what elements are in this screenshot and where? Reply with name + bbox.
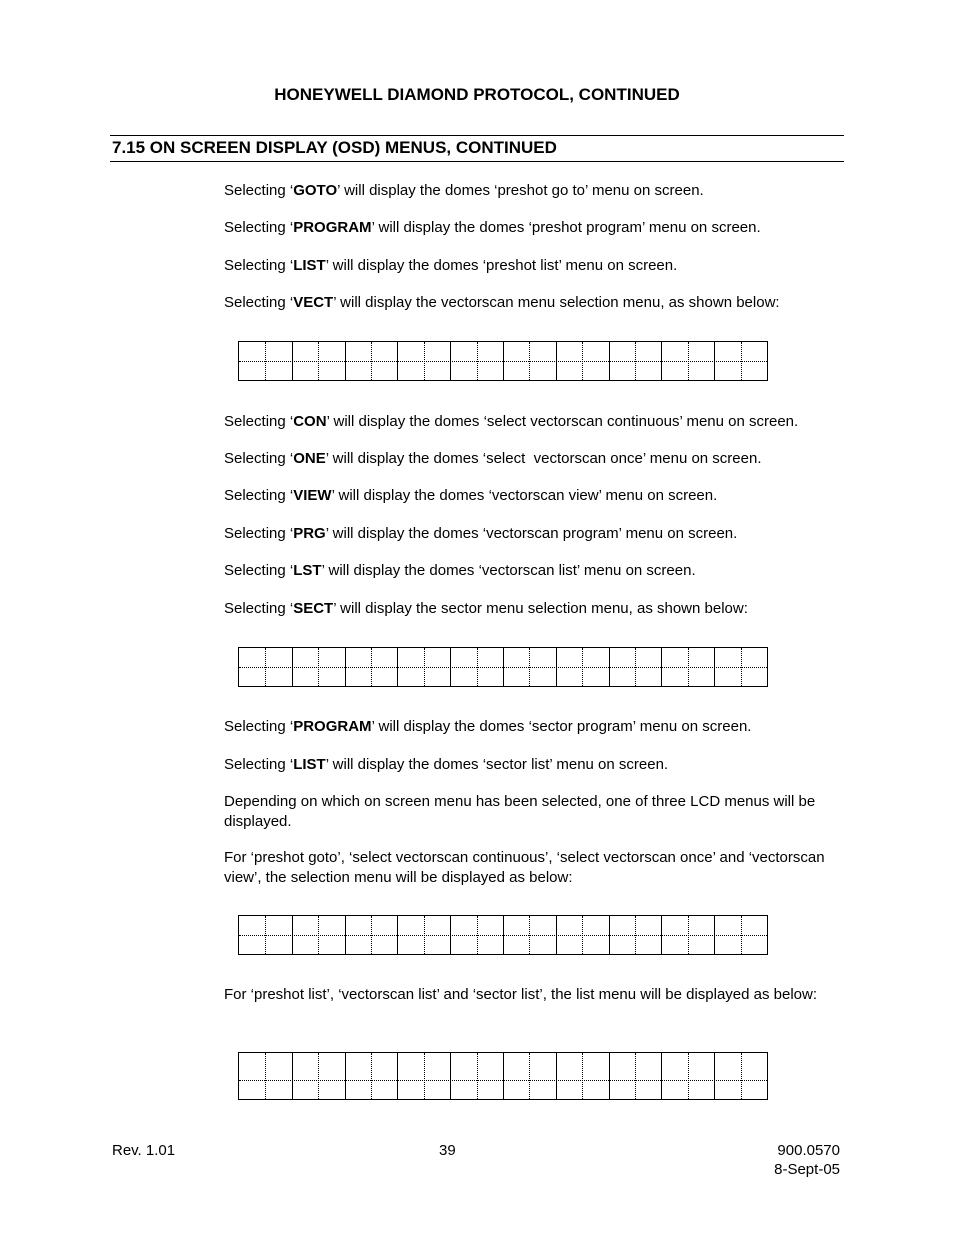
lcd-cell-divider bbox=[318, 648, 319, 686]
paragraph-text: ’ will display the domes ‘vectorscan view’ menu on screen. bbox=[331, 487, 718, 504]
footer-doc-number: 900.0570 bbox=[777, 1142, 840, 1159]
lcd-cell-divider bbox=[450, 342, 451, 380]
lcd-cell-divider bbox=[292, 648, 293, 686]
paragraph-text: Selecting ‘ bbox=[224, 718, 294, 735]
lcd-cell-divider bbox=[741, 916, 742, 954]
paragraph-text: ’ will display the sector menu selection menu, as shown below: bbox=[333, 600, 748, 617]
lcd-cell-divider bbox=[661, 648, 662, 686]
lcd-cell-divider bbox=[318, 1053, 319, 1099]
paragraph-text: Selecting ‘ bbox=[224, 450, 294, 467]
lcd-cell-divider bbox=[265, 648, 266, 686]
lcd-cell-divider bbox=[661, 1053, 662, 1099]
lcd-cell-divider bbox=[609, 1053, 610, 1099]
lcd-cell-divider bbox=[292, 1053, 293, 1099]
paragraph-text: Selecting ‘ bbox=[224, 294, 294, 311]
lcd-cell-divider bbox=[450, 916, 451, 954]
footer-revision: Rev. 1.01 bbox=[112, 1142, 176, 1159]
lcd-cell-divider bbox=[582, 1053, 583, 1099]
lcd-cell-divider bbox=[265, 916, 266, 954]
lcd-cell-divider bbox=[345, 916, 346, 954]
menu-keyword: VECT bbox=[293, 294, 334, 311]
paragraph-sector-program bbox=[224, 717, 839, 737]
lcd-cell-divider bbox=[688, 916, 689, 954]
lcd-cell-divider bbox=[397, 648, 398, 686]
paragraph-text: Selecting ‘ bbox=[224, 487, 294, 504]
menu-keyword: LST bbox=[293, 562, 322, 579]
menu-keyword: CON bbox=[293, 413, 327, 430]
paragraph-list-menu: For ‘preshot list’, ‘vectorscan list’ and ‘sector list’, the list menu will be displayed as below: bbox=[224, 986, 818, 1003]
lcd-cell-divider bbox=[345, 1053, 346, 1099]
lcd-cell-divider bbox=[609, 342, 610, 380]
paragraph-text: Selecting ‘ bbox=[224, 219, 294, 236]
lcd-cell-divider bbox=[450, 648, 451, 686]
lcd-cell-divider bbox=[529, 1053, 530, 1099]
lcd-cell-divider bbox=[371, 1053, 372, 1099]
paragraph-text: ’ will display the domes ‘vectorscan program’ menu on screen. bbox=[325, 525, 738, 542]
lcd-cell-divider bbox=[477, 916, 478, 954]
lcd-cell-divider bbox=[450, 1053, 451, 1099]
lcd-cell-divider bbox=[714, 342, 715, 380]
lcd-cell-divider bbox=[688, 342, 689, 380]
lcd-cell-divider bbox=[345, 342, 346, 380]
lcd-cell-divider bbox=[582, 648, 583, 686]
paragraph-text: ’ will display the domes ‘select vectorscan continuous’ menu on screen. bbox=[326, 413, 799, 430]
section-rule-bottom bbox=[110, 161, 844, 162]
lcd-cell-divider bbox=[529, 648, 530, 686]
paragraph-lcd-menus: Depending on which on screen menu has been selected, one of three LCD menus will be displayed. bbox=[224, 793, 816, 830]
paragraph-text: ’ will display the domes ‘preshot go to’ menu on screen. bbox=[337, 182, 704, 199]
paragraph-text: Selecting ‘ bbox=[224, 413, 294, 430]
paragraph-text: ’ will display the domes ‘sector program’ menu on screen. bbox=[371, 718, 752, 735]
lcd-cell-divider bbox=[397, 916, 398, 954]
lcd-cell-divider bbox=[741, 1053, 742, 1099]
lcd-cell-divider bbox=[424, 342, 425, 380]
paragraph-goto bbox=[224, 181, 839, 201]
section-title: 7.15 ON SCREEN DISPLAY (OSD) MENUS, CONTINUED bbox=[112, 138, 557, 157]
paragraph-prg bbox=[224, 524, 839, 544]
paragraph-lst bbox=[224, 561, 839, 581]
lcd-cell-divider bbox=[661, 916, 662, 954]
lcd-cell-divider bbox=[292, 916, 293, 954]
lcd-display-list-menu bbox=[238, 1052, 768, 1100]
lcd-cell-divider bbox=[635, 342, 636, 380]
paragraph-text: ’ will display the domes ‘preshot list’ menu on screen. bbox=[325, 257, 678, 274]
paragraph-text: Selecting ‘ bbox=[224, 257, 294, 274]
lcd-cell-divider bbox=[318, 916, 319, 954]
paragraph-selection-menu: For ‘preshot goto’, ‘select vectorscan continuous’, ‘select vectorscan once’ and ‘vectorscan view’, the selection menu will be displayed as below: bbox=[224, 849, 825, 886]
lcd-cell-divider bbox=[503, 648, 504, 686]
paragraph-text: Selecting ‘ bbox=[224, 525, 294, 542]
paragraph-sector-list bbox=[224, 755, 839, 775]
lcd-display-sector-menu bbox=[238, 647, 768, 687]
menu-keyword: ONE bbox=[293, 450, 326, 467]
menu-keyword: LIST bbox=[293, 756, 326, 773]
paragraph-one bbox=[224, 449, 839, 469]
lcd-cell-divider bbox=[477, 648, 478, 686]
paragraph-text: Selecting ‘ bbox=[224, 600, 294, 617]
lcd-cell-divider bbox=[609, 648, 610, 686]
lcd-cell-divider bbox=[292, 342, 293, 380]
lcd-cell-divider bbox=[661, 342, 662, 380]
page-header: HONEYWELL DIAMOND PROTOCOL, CONTINUED bbox=[274, 85, 680, 104]
lcd-cell-divider bbox=[635, 916, 636, 954]
lcd-cell-divider bbox=[477, 1053, 478, 1099]
lcd-cell-divider bbox=[345, 648, 346, 686]
footer-date: 8-Sept-05 bbox=[774, 1161, 840, 1178]
menu-keyword: GOTO bbox=[293, 182, 338, 199]
lcd-cell-divider bbox=[529, 342, 530, 380]
lcd-cell-divider bbox=[371, 916, 372, 954]
paragraph-text: ’ will display the vectorscan menu selection menu, as shown below: bbox=[333, 294, 780, 311]
lcd-cell-divider bbox=[503, 342, 504, 380]
lcd-cell-divider bbox=[529, 916, 530, 954]
paragraph-text: ’ will display the domes ‘sector list’ menu on screen. bbox=[325, 756, 669, 773]
lcd-cell-divider bbox=[556, 1053, 557, 1099]
lcd-display-vectorscan-menu bbox=[238, 341, 768, 381]
lcd-cell-divider bbox=[582, 342, 583, 380]
lcd-cell-divider bbox=[503, 916, 504, 954]
lcd-cell-divider bbox=[635, 1053, 636, 1099]
lcd-cell-divider bbox=[397, 1053, 398, 1099]
lcd-cell-divider bbox=[371, 342, 372, 380]
paragraph-text: ’ will display the domes ‘preshot program’ menu on screen. bbox=[371, 219, 761, 236]
lcd-cell-divider bbox=[503, 1053, 504, 1099]
lcd-cell-divider bbox=[265, 342, 266, 380]
lcd-cell-divider bbox=[714, 1053, 715, 1099]
menu-keyword: SECT bbox=[293, 600, 334, 617]
paragraph-list bbox=[224, 256, 839, 276]
lcd-cell-divider bbox=[371, 648, 372, 686]
paragraph-vect bbox=[224, 293, 839, 313]
paragraph-view bbox=[224, 486, 839, 506]
paragraph-text: Selecting ‘ bbox=[224, 756, 294, 773]
lcd-cell-divider bbox=[477, 342, 478, 380]
lcd-cell-divider bbox=[424, 1053, 425, 1099]
menu-keyword: LIST bbox=[293, 257, 326, 274]
lcd-cell-divider bbox=[609, 916, 610, 954]
lcd-display-selection-menu bbox=[238, 915, 768, 955]
menu-keyword: VIEW bbox=[293, 487, 332, 504]
paragraph-con bbox=[224, 412, 839, 432]
lcd-cell-divider bbox=[582, 916, 583, 954]
menu-keyword: PROGRAM bbox=[293, 219, 372, 236]
paragraph-text: Selecting ‘ bbox=[224, 562, 294, 579]
paragraph-text: Selecting ‘ bbox=[224, 182, 294, 199]
menu-keyword: PROGRAM bbox=[293, 718, 372, 735]
lcd-cell-divider bbox=[714, 648, 715, 686]
lcd-cell-divider bbox=[265, 1053, 266, 1099]
lcd-cell-divider bbox=[318, 342, 319, 380]
lcd-cell-divider bbox=[424, 648, 425, 686]
lcd-cell-divider bbox=[714, 916, 715, 954]
lcd-cell-divider bbox=[556, 648, 557, 686]
lcd-cell-divider bbox=[556, 916, 557, 954]
lcd-cell-divider bbox=[688, 648, 689, 686]
lcd-cell-divider bbox=[741, 648, 742, 686]
lcd-cell-divider bbox=[741, 342, 742, 380]
paragraph-sect bbox=[224, 599, 839, 619]
lcd-cell-divider bbox=[635, 648, 636, 686]
paragraph-text: ’ will display the domes ‘select vectorscan once’ menu on screen. bbox=[325, 450, 762, 467]
paragraph-text: ’ will display the domes ‘vectorscan list’ menu on screen. bbox=[321, 562, 696, 579]
lcd-cell-divider bbox=[556, 342, 557, 380]
menu-keyword: PRG bbox=[293, 525, 326, 542]
paragraph-program bbox=[224, 218, 839, 238]
footer-page-number: 39 bbox=[439, 1142, 456, 1159]
lcd-cell-divider bbox=[424, 916, 425, 954]
lcd-cell-divider bbox=[688, 1053, 689, 1099]
section-rule-top bbox=[110, 135, 844, 136]
lcd-cell-divider bbox=[397, 342, 398, 380]
